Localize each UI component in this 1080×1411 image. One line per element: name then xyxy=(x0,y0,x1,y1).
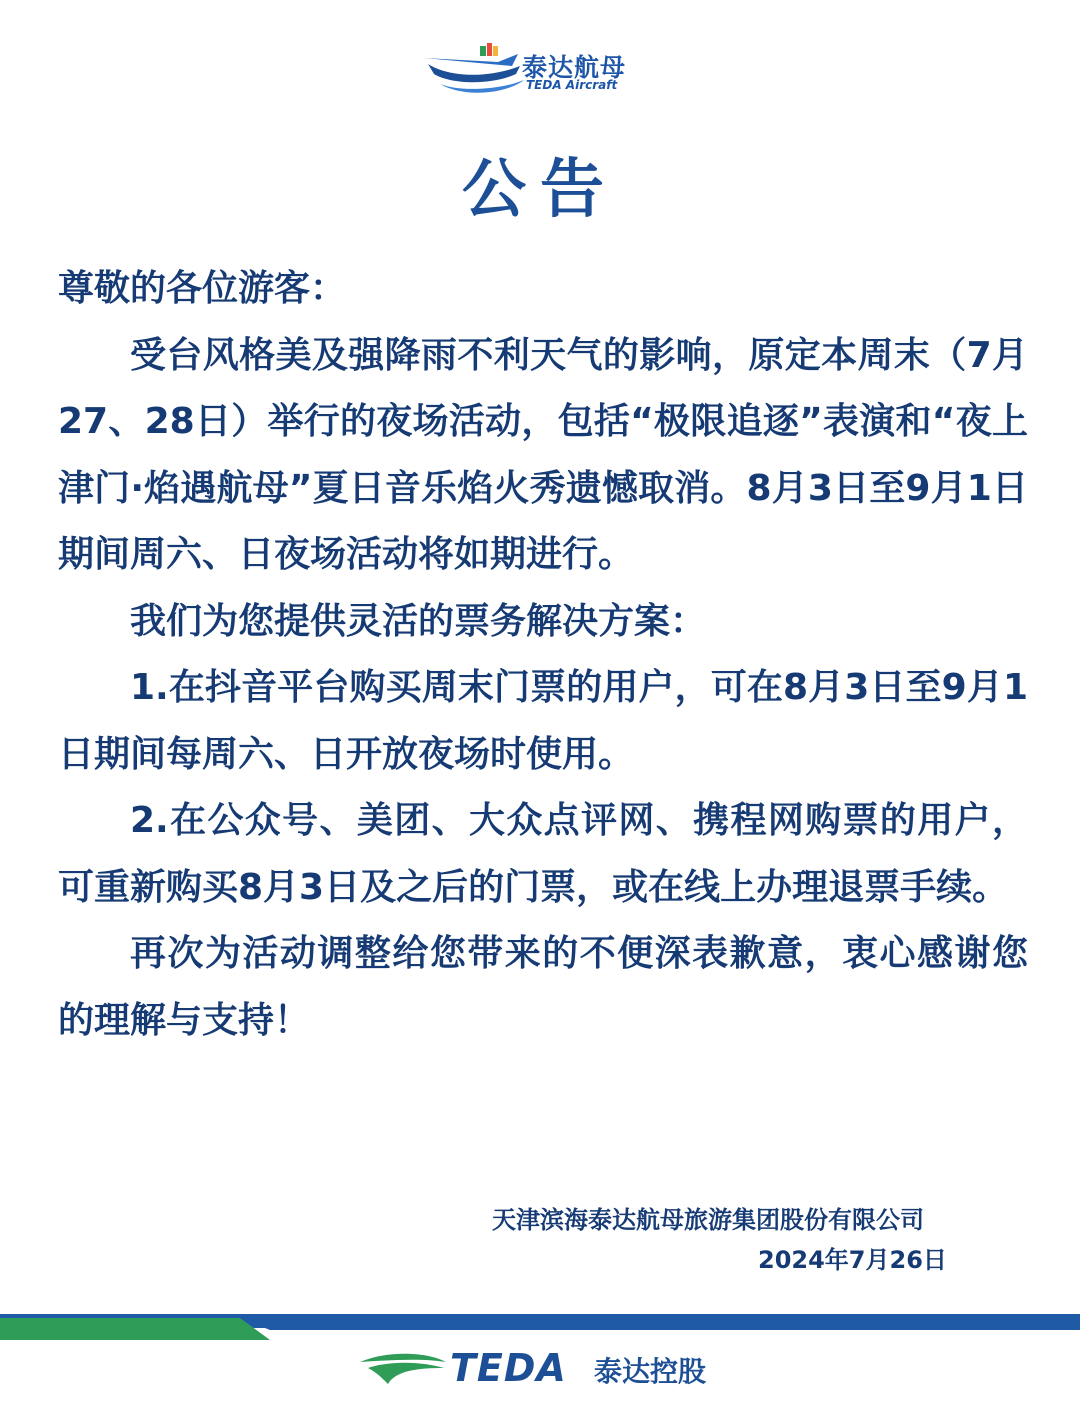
signature-date: 2024年7月26日 xyxy=(758,1246,947,1274)
paragraph-ticket-solution-intro: 我们为您提供灵活的票务解决方案： xyxy=(130,600,707,642)
footer-logo-chinese: 泰达控股 xyxy=(594,1355,707,1388)
aircraft-carrier-icon xyxy=(420,40,530,96)
signature xyxy=(480,1200,1030,1280)
teda-holdings-logo xyxy=(358,1344,738,1394)
teda-aircraft-logo xyxy=(420,40,640,96)
teda-swoosh-icon xyxy=(358,1350,448,1390)
logo-chinese-name: 泰达航母 xyxy=(522,53,627,82)
announcement-body xyxy=(58,256,1028,1054)
svg-text:075: 075 xyxy=(464,64,485,75)
paragraph-other-platform-tickets: 2.在公众号、美团、大众点评网、携程网购票的用户，可重新购买8月3日及之后的门票，或在线上办理退票手续。 xyxy=(58,800,1028,908)
paragraph-apology: 再次为活动调整给您带来的不便深表歉意，衷心感谢您的理解与支持！ xyxy=(58,933,1028,1041)
paragraph-douyin-tickets: 1.在抖音平台购买周末门票的用户，可在8月3日至9月1日期间每周六、日开放夜场时使用。 xyxy=(58,667,1028,775)
paragraph-cancellation: 受台风格美及强降雨不利天气的影响，原定本周末（7月27、28日）举行的夜场活动，包括“极限追逐”表演和“夜上津门·焰遇航母”夏日音乐焰火秀遗憾取消。8月3日至9月1日期间周六、日夜场活动将如期进行。 xyxy=(58,334,1028,575)
footer-stripe xyxy=(0,1308,1080,1340)
logo-english-name: TEDA Aircraft xyxy=(526,78,618,92)
signature-organization: 天津滨海泰达航母旅游集团股份有限公司 xyxy=(492,1206,924,1234)
footer-logo-english: TEDA xyxy=(450,1346,567,1390)
page-title: 公告 xyxy=(462,153,618,227)
greeting: 尊敬的各位游客： xyxy=(58,268,347,309)
